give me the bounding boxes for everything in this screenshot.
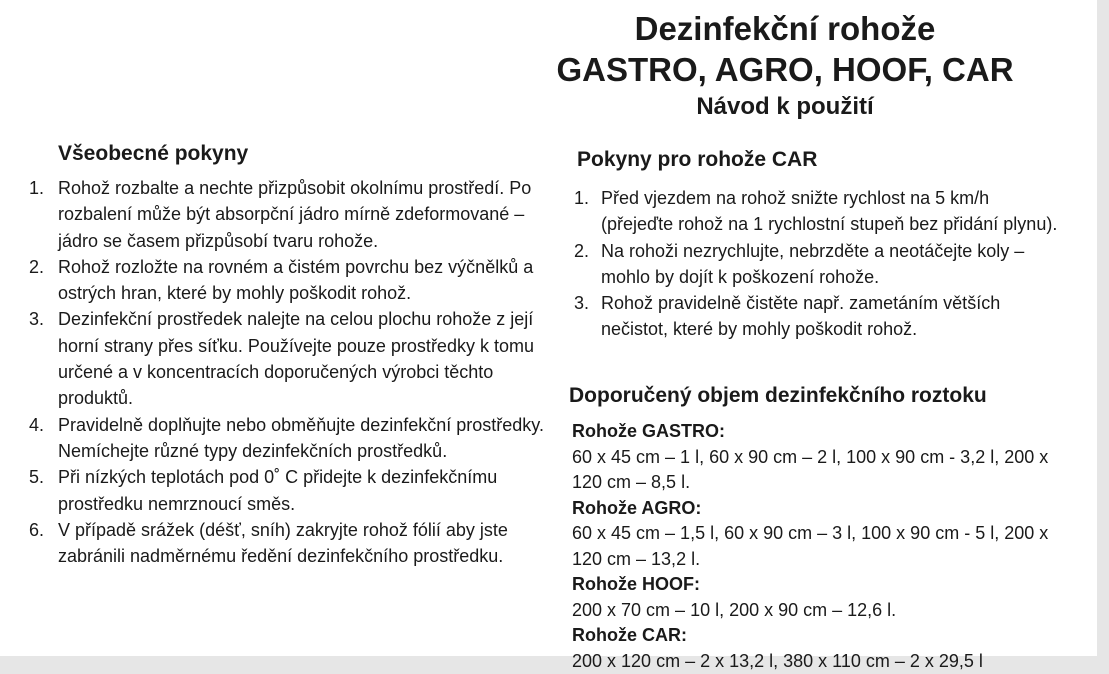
general-heading: Všeobecné pokyny (58, 142, 248, 166)
list-item-number: 2. (574, 238, 589, 264)
list-item-number: 1. (29, 175, 44, 201)
volume-group (572, 419, 1072, 496)
car-heading: Pokyny pro rohože CAR (577, 148, 817, 172)
volume-group-text: 200 x 70 cm – 10 l, 200 x 90 cm – 12,6 l. (572, 598, 1072, 624)
volume-group (572, 623, 1072, 674)
list-item (0, 412, 560, 465)
list-item-text: Před vjezdem na rohož snižte rychlost na 5 km/h (přejeďte rohož na 1 rychlostní stupeň bez přidání plynu). (601, 188, 1057, 234)
title-line-2: GASTRO, AGRO, HOOF, CAR (465, 48, 1105, 92)
title-line-1: Dezinfekční rohože (465, 10, 1105, 48)
list-item-number: 2. (29, 254, 44, 280)
volume-group-text: 200 x 120 cm – 2 x 13,2 l, 380 x 110 cm – 2 x 29,5 l (572, 649, 1072, 674)
list-item-text: Při nízkých teplotách pod 0˚ C přidejte k dezinfekčnímu prostředku nemrznoucí směs. (58, 467, 497, 513)
list-item (0, 464, 560, 517)
volume-section (572, 419, 1072, 674)
volume-heading: Doporučený objem dezinfekčního roztoku (569, 384, 987, 408)
car-list (0, 185, 1097, 343)
list-item (0, 185, 1061, 238)
list-item-text: Pravidelně doplňujte nebo obměňujte dezinfekční prostředky. Nemíchejte různé typy dezinfekčních prostředků. (58, 415, 544, 461)
list-item-number: 1. (574, 185, 589, 211)
list-item (0, 290, 1061, 343)
list-item-number: 5. (29, 464, 44, 490)
volume-group-text: 60 x 45 cm – 1,5 l, 60 x 90 cm – 3 l, 100 x 90 cm - 5 l, 200 x 120 cm – 13,2 l. (572, 521, 1072, 572)
volume-group-label: Rohože GASTRO: (572, 419, 1072, 445)
list-item-text: V případě srážek (déšť, sníh) zakryjte rohož fólií aby jste zabránili nadměrnému ředění dezinfekčního prostředku. (58, 520, 508, 566)
list-item-text: Rohož pravidelně čistěte např. zametáním větších nečistot, které by mohly poškodit rohož. (601, 293, 1000, 339)
volume-group (572, 572, 1072, 623)
volume-group-text: 60 x 45 cm – 1 l, 60 x 90 cm – 2 l, 100 x 90 cm - 3,2 l, 200 x 120 cm – 8,5 l. (572, 445, 1072, 496)
list-item-number: 6. (29, 517, 44, 543)
list-item-text: Dezinfekční prostředek nalejte na celou plochu rohože z její horní strany přes síťku. Používejte pouze prostředky k tomu určené a v koncentracích doporučených výrobci těchto produktů. (58, 309, 534, 408)
title-line-3: Návod k použití (465, 92, 1105, 122)
list-item-text: Rohož rozbalte a nechte přizpůsobit okolnímu prostředí. Po rozbalení může být absorpční jádro mírně zdeformované – jádro se časem přizpůsobí tvaru rohože. (58, 178, 531, 251)
list-item-text: Rohož rozložte na rovném a čistém povrchu bez výčnělků a ostrých hran, které by mohly poškodit rohož. (58, 257, 533, 303)
title-block (465, 10, 1105, 122)
volume-group (572, 496, 1072, 573)
list-item (0, 238, 1061, 291)
list-item-number: 4. (29, 412, 44, 438)
volume-group-label: Rohože HOOF: (572, 572, 1072, 598)
volume-group-label: Rohože AGRO: (572, 496, 1072, 522)
volume-group-label: Rohože CAR: (572, 623, 1072, 649)
list-item (0, 517, 560, 570)
list-item-number: 3. (29, 306, 44, 332)
list-item-text: Na rohoži nezrychlujte, nebrzděte a neotáčejte koly – mohlo by dojít k poškození rohože. (601, 241, 1024, 287)
list-item-number: 3. (574, 290, 589, 316)
